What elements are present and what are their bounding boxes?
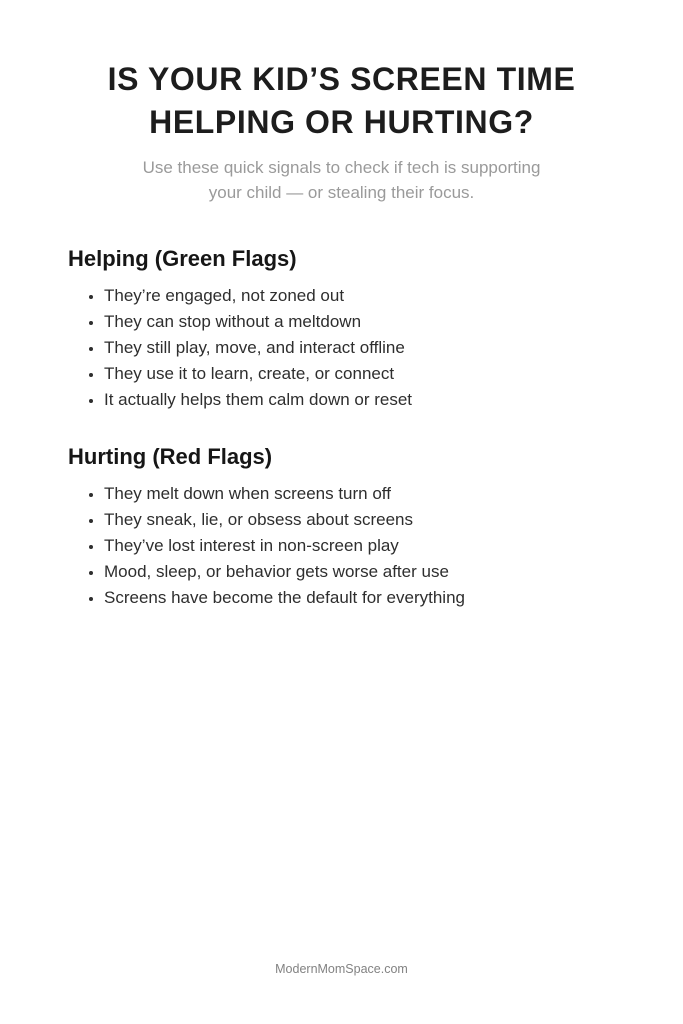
title-block: [0, 58, 683, 205]
list-item: • Screens have become the default for everything: [104, 585, 619, 611]
footer-site-credit: ModernMomSpace.com: [275, 962, 408, 976]
helping-section-heading: Helping (Green Flags): [68, 246, 297, 271]
list-item: • They use it to learn, create, or connect: [104, 361, 619, 387]
list-item: • They melt down when screens turn off: [104, 481, 619, 507]
section-hurting-red-flags: [68, 444, 619, 611]
list-item: • They can stop without a meltdown: [104, 309, 619, 335]
section-helping-green-flags: [68, 246, 619, 413]
list-item: • It actually helps them calm down or reset: [104, 387, 619, 413]
content-area: [0, 246, 683, 611]
list-item: • They sneak, lie, or obsess about screens: [104, 507, 619, 533]
list-item: • They’ve lost interest in non-screen play: [104, 533, 619, 559]
helping-bullet-list: [68, 283, 619, 413]
list-item: • They still play, move, and interact offline: [104, 335, 619, 361]
list-item: • They’re engaged, not zoned out: [104, 283, 619, 309]
page-title: [40, 58, 643, 144]
page-title-line2: HELPING OR HURTING?: [149, 104, 534, 140]
page-title-line1: IS YOUR KID’S SCREEN TIME: [107, 61, 576, 97]
hurting-section-heading: Hurting (Red Flags): [68, 444, 273, 469]
list-item: • Mood, sleep, or behavior gets worse after use: [104, 559, 619, 585]
page-subtitle: Use these quick signals to check if tech is supporting your child — or stealing their focus.: [142, 158, 541, 202]
hurting-bullet-list: [68, 481, 619, 611]
